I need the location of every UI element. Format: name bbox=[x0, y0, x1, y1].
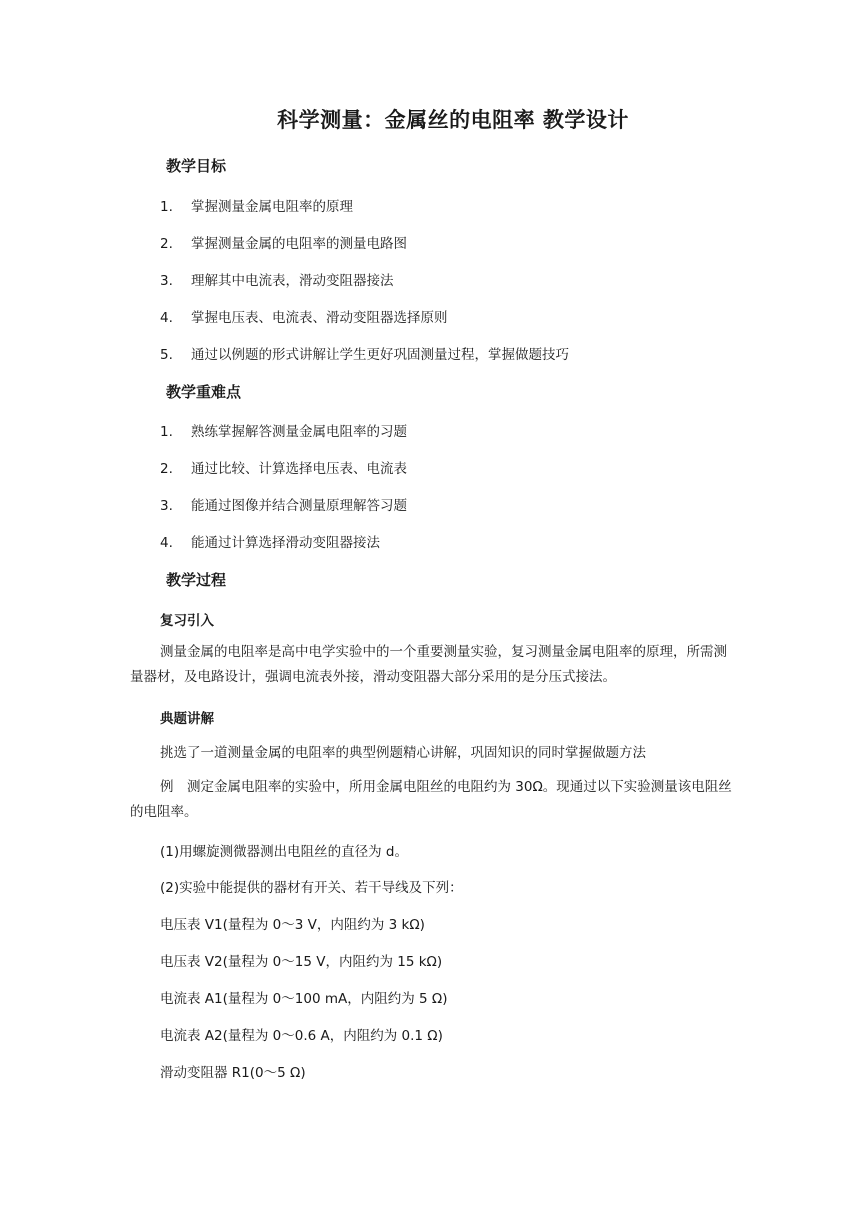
example-heading: 典题讲解 bbox=[160, 711, 214, 727]
key-point-item bbox=[160, 531, 380, 551]
key-point-text: 通过比较、计算选择电压表、电流表 bbox=[191, 461, 407, 477]
review-paragraph: 测量金属的电阻率是高中电学实验中的一个重要测量实验，复习测量金属电阻率的原理，所需测量器材，及电路设计，强调电流表外接，滑动变阻器大部分采用的是分压式接法。 bbox=[130, 644, 727, 685]
process-heading: 教学过程 bbox=[166, 571, 227, 589]
key-point-item bbox=[160, 494, 407, 514]
equipment-item: 滑动变阻器 R1(0～5 Ω) bbox=[160, 1065, 306, 1081]
key-point-text: 能通过图像并结合测量原理解答习题 bbox=[191, 498, 407, 514]
key-point-item bbox=[160, 457, 407, 477]
objective-text: 掌握电压表、电流表、滑动变阻器选择原则 bbox=[191, 310, 448, 326]
objective-number: 5. bbox=[160, 347, 173, 363]
key-point-number: 4. bbox=[160, 535, 173, 551]
equipment-item: 电流表 A2(量程为 0～0.6 A，内阻约为 0.1 Ω) bbox=[160, 1028, 443, 1044]
equipment-item: 电压表 V1(量程为 0～3 V，内阻约为 3 kΩ) bbox=[160, 917, 425, 933]
objectives-heading: 教学目标 bbox=[166, 157, 227, 175]
objective-number: 3. bbox=[160, 273, 173, 289]
objective-number: 2. bbox=[160, 236, 173, 252]
document-title: 科学测量：金属丝的电阻率 教学设计 bbox=[277, 108, 629, 132]
objective-number: 4. bbox=[160, 310, 173, 326]
key-point-number: 1. bbox=[160, 424, 173, 440]
example-step-1: (1)用螺旋测微器测出电阻丝的直径为 d。 bbox=[160, 844, 408, 860]
objective-text: 掌握测量金属电阻率的原理 bbox=[191, 199, 353, 215]
objective-item bbox=[160, 232, 407, 252]
key-point-number: 3. bbox=[160, 498, 173, 514]
objective-item bbox=[160, 343, 569, 363]
objective-item bbox=[160, 269, 394, 289]
equipment-item: 电压表 V2(量程为 0～15 V，内阻约为 15 kΩ) bbox=[160, 954, 443, 970]
key-point-text: 熟练掌握解答测量金属电阻率的习题 bbox=[191, 424, 407, 440]
key-point-number: 2. bbox=[160, 461, 173, 477]
objective-text: 掌握测量金属的电阻率的测量电路图 bbox=[191, 236, 407, 252]
objective-number: 1. bbox=[160, 199, 173, 215]
example-problem: 例 测定金属电阻率的实验中，所用金属电阻丝的电阻约为 30Ω。现通过以下实验测量该电阻丝的电阻率。 bbox=[130, 779, 732, 820]
key-point-item bbox=[160, 420, 407, 440]
review-heading: 复习引入 bbox=[160, 613, 214, 629]
equipment-item: 电流表 A1(量程为 0～100 mA，内阻约为 5 Ω) bbox=[160, 991, 448, 1007]
example-step-2: (2)实验中能提供的器材有开关、若干导线及下列： bbox=[160, 880, 463, 896]
objective-item bbox=[160, 195, 353, 215]
example-intro: 挑选了一道测量金属的电阻率的典型例题精心讲解，巩固知识的同时掌握做题方法 bbox=[160, 745, 646, 761]
key-point-text: 能通过计算选择滑动变阻器接法 bbox=[191, 535, 380, 551]
key-points-heading: 教学重难点 bbox=[166, 383, 242, 401]
objective-item bbox=[160, 306, 448, 326]
objective-text: 通过以例题的形式讲解让学生更好巩固测量过程，掌握做题技巧 bbox=[191, 347, 569, 363]
objective-text: 理解其中电流表，滑动变阻器接法 bbox=[191, 273, 394, 289]
